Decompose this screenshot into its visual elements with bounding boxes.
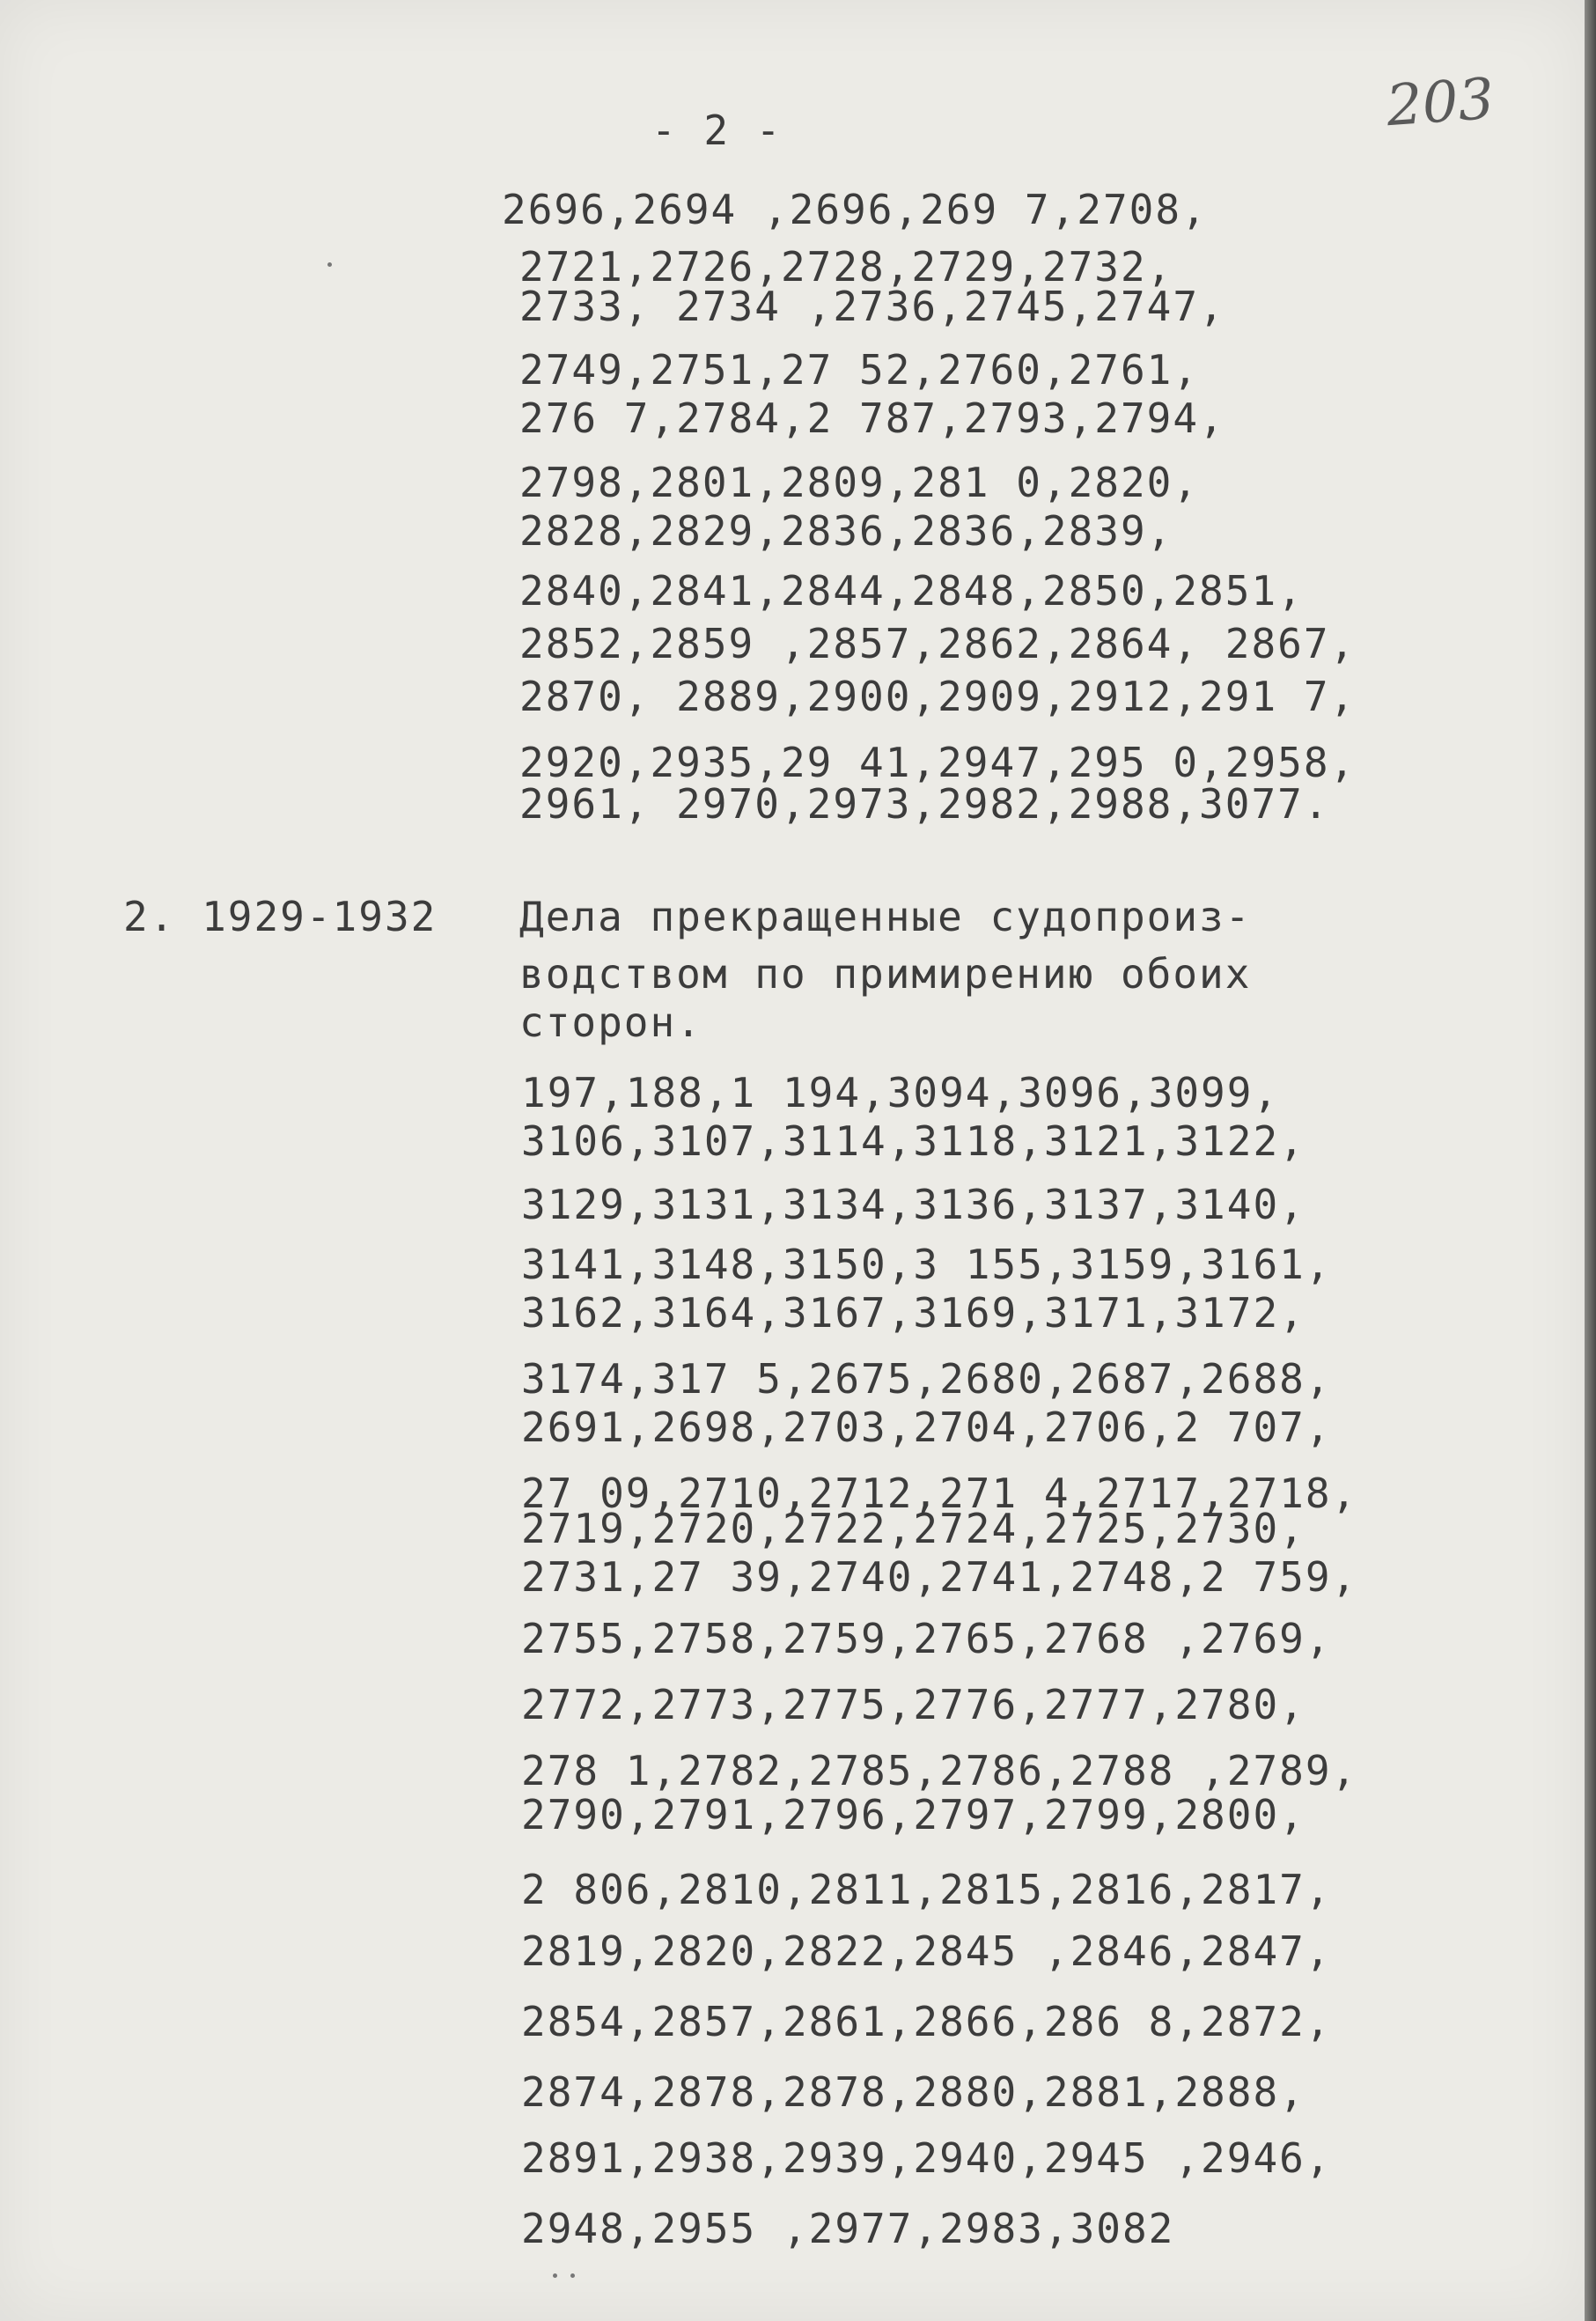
paper-speck: [553, 2273, 557, 2278]
list1-line: 2828,2829,2836,2836,2839,: [519, 507, 1173, 555]
list1-line: 2870, 2889,2900,2909,2912,291 7,: [519, 673, 1357, 720]
list2-line: 197,188,1 194,3094,3096,3099,: [521, 1069, 1280, 1116]
list2-line: 3129,3131,3134,3136,3137,3140,: [521, 1181, 1305, 1228]
list2-line: 2 806,2810,2811,2815,2816,2817,: [521, 1866, 1332, 1913]
list2-line: 2854,2857,2861,2866,286 8,2872,: [521, 1998, 1332, 2045]
list2-line: 3106,3107,3114,3118,3121,3122,: [521, 1117, 1305, 1165]
list2-line: 2755,2758,2759,2765,2768 ,2769,: [521, 1615, 1332, 1662]
list2-line: 2731,27 39,2740,2741,2748,2 759,: [521, 1553, 1358, 1601]
list2-line: 2691,2698,2703,2704,2706,2 707,: [521, 1404, 1332, 1451]
list2-line: 2790,2791,2796,2797,2799,2800,: [521, 1791, 1305, 1838]
list2-line: 2948,2955 ,2977,2983,3082: [521, 2205, 1175, 2252]
list2-line: 3141,3148,3150,3 155,3159,3161,: [521, 1241, 1332, 1288]
page-edge-shadow: [1585, 0, 1596, 2321]
list2-line: 27 09,2710,2712,271 4,2717,2718,: [521, 1470, 1358, 1517]
list1-line: 2749,2751,27 52,2760,2761,: [519, 346, 1200, 394]
paper-speck: [327, 262, 332, 267]
list1-line: 2721,2726,2728,2729,2732,: [519, 243, 1173, 291]
list2-line: 2772,2773,2775,2776,2777,2780,: [521, 1681, 1305, 1728]
list1-line: 2798,2801,2809,281 0,2820,: [519, 459, 1200, 506]
list2-line: 2719,2720,2722,2724,2725,2730,: [521, 1505, 1305, 1552]
list1-line: 2852,2859 ,2857,2862,2864, 2867,: [519, 620, 1357, 667]
list1-line: 2961, 2970,2973,2982,2988,3077.: [519, 780, 1330, 828]
section-description-line: Дела прекращенные судопроиз-: [519, 893, 1252, 940]
list2-line: 278 1,2782,2785,2786,2788 ,2789,: [521, 1747, 1358, 1794]
list1-line: 2840,2841,2844,2848,2850,2851,: [519, 567, 1304, 615]
section-description-line: водством по примирению обоих: [519, 950, 1252, 998]
section-number-and-years: 2. 1929-1932: [123, 893, 438, 940]
list1-line: 2733, 2734 ,2736,2745,2747,: [519, 283, 1225, 330]
list1-line: 2920,2935,29 41,2947,295 0,2958,: [519, 739, 1357, 786]
list2-line: 2891,2938,2939,2940,2945 ,2946,: [521, 2134, 1332, 2182]
paper-speck: [570, 2273, 575, 2278]
list2-line: 2819,2820,2822,2845 ,2846,2847,: [521, 1927, 1332, 1975]
list2-line: 3174,317 5,2675,2680,2687,2688,: [521, 1355, 1332, 1403]
handwritten-page-number: 203: [1384, 66, 1497, 140]
list1-line: 276 7,2784,2 787,2793,2794,: [519, 394, 1225, 442]
page-header: - 2 -: [651, 107, 783, 154]
list1-line: 2696,2694 ,2696,269 7,2708,: [502, 186, 1208, 233]
section-description-line: сторон.: [519, 998, 702, 1046]
list2-line: 3162,3164,3167,3169,3171,3172,: [521, 1289, 1305, 1337]
list2-line: 2874,2878,2878,2880,2881,2888,: [521, 2068, 1305, 2116]
